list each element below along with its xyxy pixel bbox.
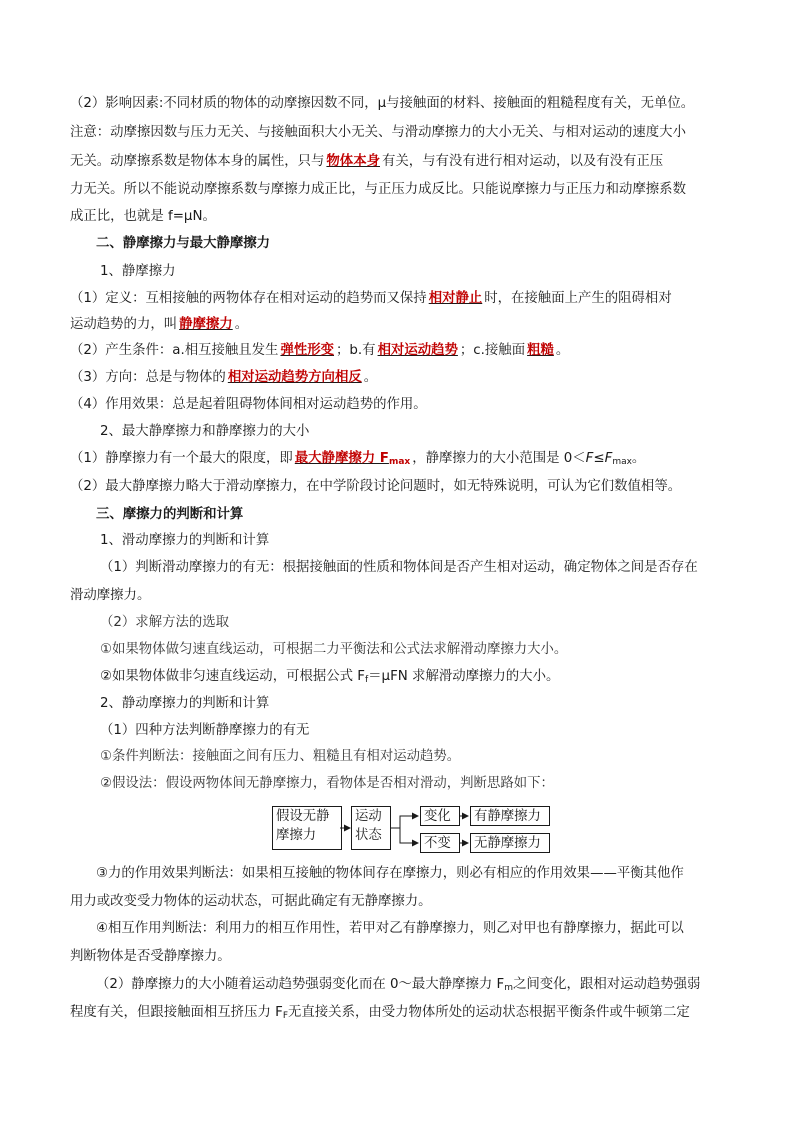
line-definition-1 [70,289,672,309]
text: 。 [555,343,570,358]
line-note [70,123,686,143]
subsection-static [100,694,269,714]
flow-text: 摩擦力 [276,828,317,843]
text: 运动趋势的力，叫 [70,317,178,332]
text: （1）判断滑动摩擦力的有无：根据接触面的性质和物体间是否产生相对运动，确定物体之间是否存在 [100,560,698,575]
flow-text: 状态 [355,828,382,843]
line-effect-method-2 [70,892,432,912]
text: （2）静摩擦力的大小随着运动趋势强弱变化而在 0～最大静摩擦力 F [96,977,505,992]
text: 时，在接触面上产生的阻碍相对 [484,291,672,306]
line-effect-method-1 [96,864,684,884]
line-nonuniform [100,667,559,690]
flow-text: 运动 [355,809,382,824]
line-conditions [70,341,569,361]
text: 1、滑动摩擦力的判断和计算 [100,533,270,548]
text: ①条件判断法：接触面之间有压力、粗糙且有相对运动趋势。 [100,749,461,764]
text: ，静摩擦力的大小范围是 0＜ [412,451,586,466]
flow-text: 假设无静 [276,809,330,824]
text: ①如果物体做匀速直线运动，可根据二力平衡法和公式法求解滑动摩擦力大小。 [100,642,568,657]
line-hypothesis-method [100,774,554,794]
text: （2）最大静摩擦力略大于滑动摩擦力，在中学阶段讨论问题时，如无特殊说明，可认为它们数值相等。 [70,479,682,494]
subscript: f [365,675,369,685]
answer-blank: 物体本身 [326,154,380,169]
text: 无直接关系，由受力物体所处的运动状态根据平衡条件或牛顿第二定 [288,1005,690,1020]
text: 成正比，也就是 f=μN。 [70,209,216,224]
answer-blank: 弹性形变 [280,343,335,358]
answer-blank: 相对运动趋势 [377,343,458,358]
text: 之间变化，跟相对运动趋势强弱 [512,977,701,992]
line-effect [70,395,427,415]
text: 程度有关，但跟接触面相互挤压力 F [70,1005,283,1020]
text: ②如果物体做非匀速直线运动，可根据公式 F [100,669,365,684]
text: 注意：动摩擦因数与压力无关、与接触面积大小无关、与滑动摩擦力的大小无关、与相对运动的速度大小 [70,125,686,140]
text: （2）影响因素:不同材质的物体的动摩擦因数不同，μ与接触面的材料、接触面的粗糙程度有关，无单位。 [70,96,695,111]
text: ；c.接触面 [459,343,526,358]
text: 2、最大静摩擦力和静摩擦力的大小 [100,424,310,439]
subscript: max [388,457,411,467]
answer-blank: 静摩擦力 [179,317,233,332]
text: 力无关。所以不能说动摩擦系数与摩擦力成正比，与正压力成反比。只能说摩擦力与正压力和动摩擦系数 [70,182,686,197]
line-sliding-judge-1 [100,558,698,578]
text: （2）求解方法的选取 [100,615,230,630]
text: ④相互作用判断法：利用力的相互作用性，若甲对乙有静摩擦力，则乙对甲也有静摩擦力，据此可以 [96,921,684,936]
subsection-max-static-friction [100,422,309,442]
text: 1、静摩擦力 [100,264,176,279]
text: （4）作用效果：总是起着阻碍物体间相对运动趋势的作用。 [70,397,427,412]
text: 判断物体是否受静摩擦力。 [70,949,231,964]
answer-blank [293,451,412,466]
line-definition-2 [70,315,248,335]
text: ≤ [593,451,605,466]
flow-text: 变化 [424,809,451,824]
subscript: max [612,457,632,467]
line-sliding-judge-2 [70,586,150,606]
text: ②假设法：假设两物体间无静摩擦力，看物体是否相对滑动，判断思路如下： [100,776,554,791]
text: 。 [363,370,378,385]
line-interaction-method-1 [96,919,684,939]
text: 有关，与有没有进行相对运动，以及有没有正压 [381,154,664,169]
subsection-static-friction [100,262,175,282]
line-static-magnitude-2 [70,1003,690,1026]
answer-blank: 相对静止 [428,291,483,306]
text: ；b.有 [336,343,376,358]
text: 无关。动摩擦系数是物体本身的属性，只与 [70,154,325,169]
text: 滑动摩擦力。 [70,588,151,603]
arrow-to-nochange [400,828,418,843]
line-direction [70,368,377,388]
flow-text: 有静摩擦力 [474,809,541,824]
symbol-f: F [604,451,613,466]
line-influence-factors [70,94,694,114]
line-static-magnitude-1 [96,975,700,998]
subscript: F [282,1011,289,1021]
text: 。 [234,317,249,332]
text: ③力的作用效果判断法：如果相互接触的物体间存在摩擦力，则必有相应的作用效果——平衡其他作 [96,866,684,881]
line-method [100,613,229,633]
text: （2）产生条件：a.相互接触且发生 [70,343,279,358]
section-heading-2 [96,234,270,254]
answer-blank: 相对运动趋势方向相反 [227,370,362,385]
text: 用力或改变受力物体的运动状态，可据此确定有无静摩擦力。 [70,894,432,909]
line-max-limit [70,449,645,472]
heading-text: 三、摩擦力的判断和计算 [96,507,244,522]
heading-text: 二、静摩擦力与最大静摩擦力 [96,236,271,251]
line-interaction-method-2 [70,947,231,967]
text: ＝μFN 求解滑动摩擦力的大小。 [368,669,560,684]
section-heading-3 [96,505,243,525]
flow-arrows [270,800,560,860]
text: 。 [631,451,646,466]
flow-text: 无静摩擦力 [474,836,541,851]
text: （1）静摩擦力有一个最大的限度，即 [70,451,293,466]
line-max-vs-sliding [70,477,681,497]
text: （1）四种方法判断静摩擦力的有无 [100,723,310,738]
arrow-to-change [390,816,418,828]
text: （3）方向：总是与物体的 [70,370,226,385]
text: 2、静动摩擦力的判断和计算 [100,696,270,711]
symbol-f: F [585,451,594,466]
line-four-methods [100,721,309,741]
line-formula [70,207,216,227]
text: （1）定义：互相接触的两物体存在相对运动的趋势而又保持 [70,291,427,306]
line-pressure [70,180,686,200]
answer-text: 最大静摩擦力 F [294,451,389,466]
line-uniform [100,640,567,660]
subscript: m [504,983,513,993]
subsection-sliding [100,531,269,551]
line-condition-method [100,747,460,767]
flow-text: 不变 [424,836,451,851]
line-property [70,152,663,172]
answer-blank: 粗糙 [527,343,554,358]
